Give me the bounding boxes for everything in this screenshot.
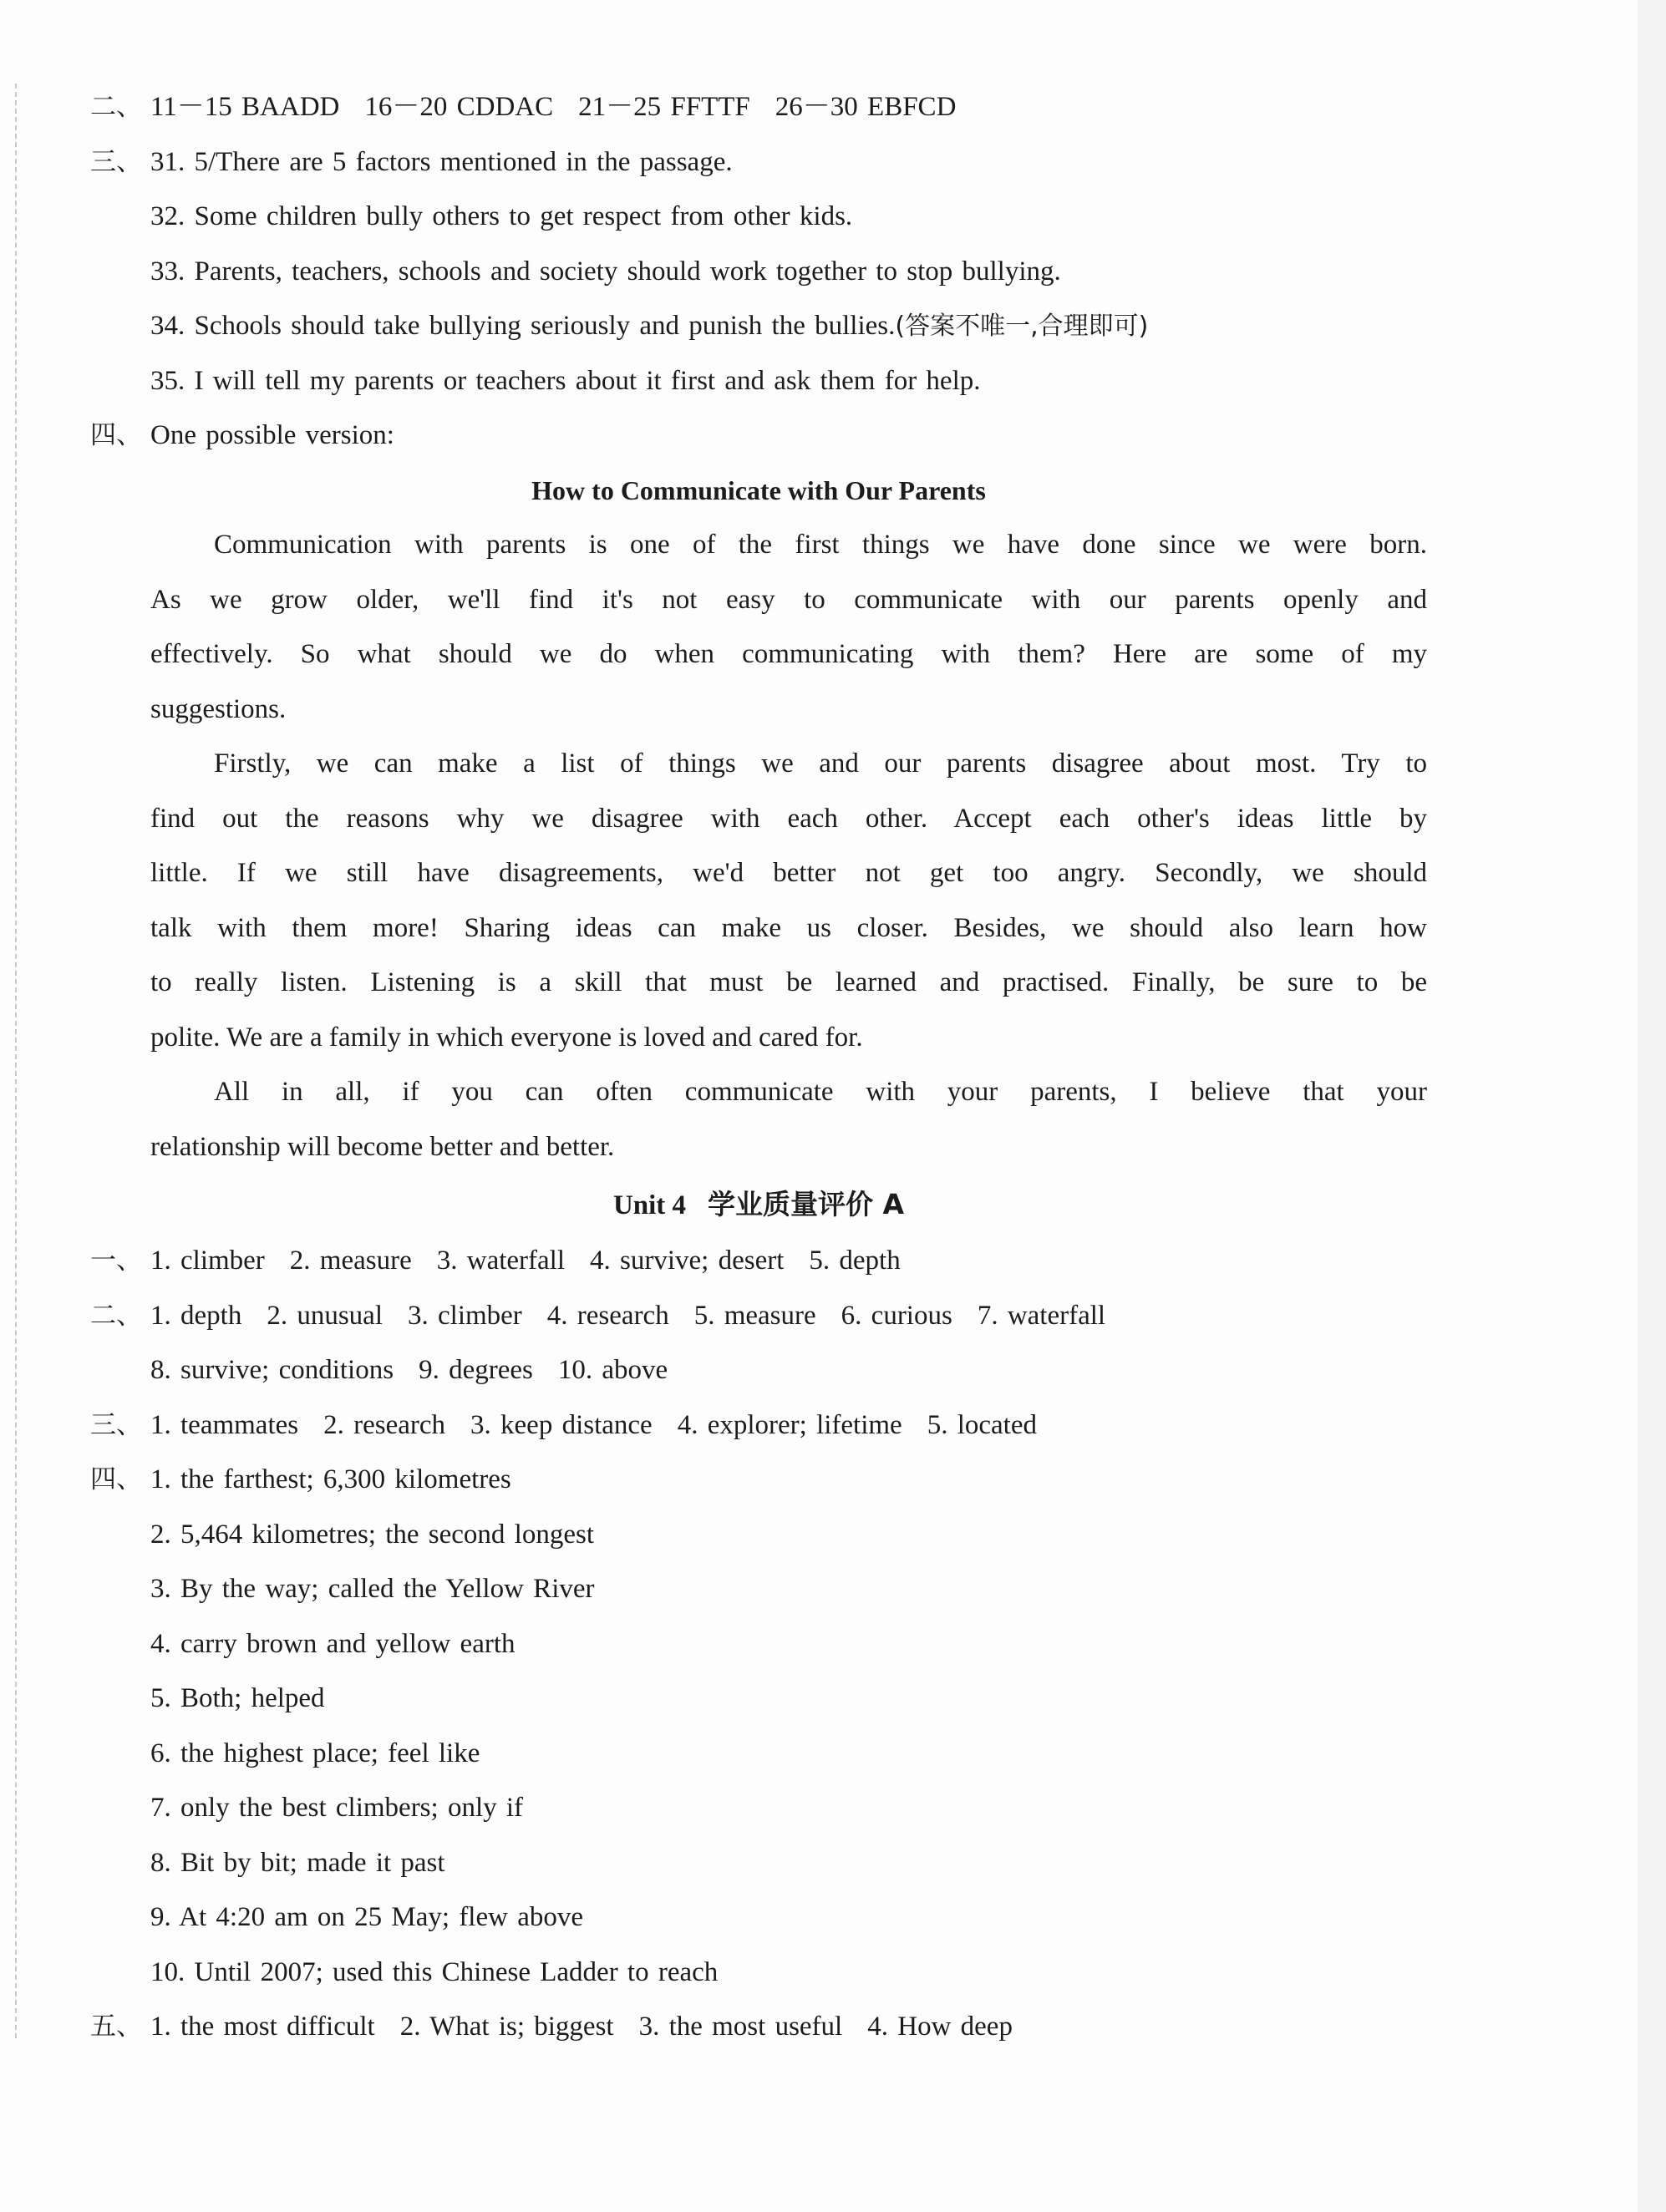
answer: 6. the highest place; feel like xyxy=(150,1738,480,1768)
section-2-label: 二、 xyxy=(90,92,142,122)
answer: 8. Bit by bit; made it past xyxy=(150,1847,445,1878)
unit-4-part-5 xyxy=(90,2000,1427,2055)
unit-4-part-4-item xyxy=(90,1890,1427,1946)
answer-text: 33. Parents, teachers, schools and society should work together to stop bullying. xyxy=(150,256,1061,287)
section-3-label: 三、 xyxy=(90,146,142,177)
answer: 5. located xyxy=(927,1409,1037,1440)
essay-line: effectively. So what should we do when communicating with them? Here are some of my xyxy=(150,639,1427,669)
unit-4-part-4-item xyxy=(90,1562,1427,1617)
answer: 4. explorer; lifetime xyxy=(677,1409,902,1440)
answer: 10. above xyxy=(557,1355,668,1385)
unit-4-part-4-item xyxy=(90,1836,1427,1891)
section-3-item xyxy=(90,299,1427,354)
unit-4-heading xyxy=(90,1174,1427,1234)
unit-4-title-en: Unit 4 xyxy=(612,1190,687,1220)
essay-paragraph-3 xyxy=(90,1065,1427,1174)
essay-line: Communication with parents is one of the first things we have done since we were born. xyxy=(214,530,1427,560)
unit-4-part-4-item xyxy=(90,1946,1427,2001)
essay-line: to really listen. Listening is a skill that must be learned and practised. Finally, be sure to be xyxy=(150,967,1427,997)
unit-4-part-2-row-2 xyxy=(90,1343,1427,1398)
unit-4-part-4-item xyxy=(90,1508,1427,1563)
essay-line: talk with them more! Sharing ideas can make us closer. Besides, we should also learn how xyxy=(150,912,1427,943)
unit-4-part-4-item xyxy=(90,1617,1427,1672)
answer: 2. 5,464 kilometres; the second longest xyxy=(150,1519,594,1550)
answer: 2. measure xyxy=(289,1246,412,1276)
answer-text: 31. 5/There are 5 factors mentioned in the passage. xyxy=(150,146,733,177)
section-4-intro xyxy=(90,408,1427,464)
essay-line: find out the reasons why we disagree with each other. Accept each other's ideas little by xyxy=(150,803,1427,834)
answer: 3. climber xyxy=(408,1300,522,1331)
answer: 4. survive; desert xyxy=(590,1246,785,1276)
unit-4-part-4-item xyxy=(90,1672,1427,1727)
answer: 7. waterfall xyxy=(977,1300,1106,1331)
binding-margin-line xyxy=(15,84,17,2038)
answer: 6. curious xyxy=(841,1300,952,1331)
answer: 7. only the best climbers; only if xyxy=(150,1793,524,1823)
answer: 1. the most difficult xyxy=(150,2012,375,2042)
section-3-item xyxy=(90,245,1427,300)
answer: 3. keep distance xyxy=(470,1409,653,1440)
answer: 10. Until 2007; used this Chinese Ladder to reach xyxy=(150,1956,719,1987)
answer: 2. unusual xyxy=(267,1300,383,1331)
part-5-label: 五、 xyxy=(90,2012,142,2042)
answer: 9. At 4:20 am on 25 May; flew above xyxy=(150,1902,584,1932)
section-3-item xyxy=(90,354,1427,409)
answer: 3. waterfall xyxy=(436,1246,566,1276)
answer-note: (答案不唯一,合理即可) xyxy=(895,312,1149,341)
essay-line: suggestions. xyxy=(150,693,287,724)
unit-4-part-2 xyxy=(90,1289,1427,1344)
answer: 1. climber xyxy=(150,1246,265,1276)
answer: 4. How deep xyxy=(867,2012,1013,2042)
essay-paragraph-2 xyxy=(90,737,1427,1065)
answer: 3. the most useful xyxy=(638,2012,843,2042)
essay-line: All in all, if you can often communicate with your parents, I believe that your xyxy=(214,1077,1427,1107)
answer: 5. depth xyxy=(809,1246,901,1276)
answer-text: 34. Schools should take bullying seriously and punish the bullies. xyxy=(150,311,896,341)
essay-paragraph-1 xyxy=(90,518,1427,737)
essay-line: relationship will become better and better. xyxy=(150,1131,615,1162)
answer: 1. teammates xyxy=(150,1409,299,1440)
unit-4-part-4-item xyxy=(90,1453,1427,1508)
answer: 4. carry brown and yellow earth xyxy=(150,1628,516,1659)
section-3-item xyxy=(90,190,1427,245)
answer-text: 35. I will tell my parents or teachers about it first and ask them for help. xyxy=(150,365,981,396)
part-1-label: 一、 xyxy=(90,1246,142,1276)
answer: 1. the farthest; 6,300 kilometres xyxy=(150,1464,511,1494)
answer: 4. research xyxy=(546,1300,669,1331)
intro-text: One possible version: xyxy=(150,420,394,450)
answer: 5. Both; helped xyxy=(150,1683,325,1713)
answer: 9. degrees xyxy=(419,1355,533,1385)
answer-content xyxy=(90,80,1427,2055)
answer-group: 16－20 CDDAC xyxy=(364,92,554,122)
part-3-label: 三、 xyxy=(90,1409,142,1440)
answer: 5. measure xyxy=(693,1300,816,1331)
answer: 2. research xyxy=(323,1409,446,1440)
essay-line: little. If we still have disagreements, we'd better not get too angry. Secondly, we should xyxy=(150,858,1427,888)
answer-text: 32. Some children bully others to get respect from other kids. xyxy=(150,201,853,231)
answer-group: 21－25 FFTTF xyxy=(578,92,750,122)
section-4-label: 四、 xyxy=(90,420,142,450)
answer: 3. By the way; called the Yellow River xyxy=(150,1574,595,1604)
answer: 1. depth xyxy=(150,1300,242,1331)
answer: 2. What is; biggest xyxy=(399,2012,614,2042)
section-3-item xyxy=(90,135,1427,190)
section-2-answers xyxy=(90,80,1427,135)
essay-line: As we grow older, we'll find it's not easy to communicate with our parents openly and xyxy=(150,584,1427,615)
essay-title: How to Communicate with Our Parents xyxy=(531,474,986,505)
answer-group: 26－30 EBFCD xyxy=(775,92,957,122)
unit-4-part-4-item xyxy=(90,1727,1427,1782)
unit-4-title-cn: 学业质量评价 A xyxy=(708,1188,905,1220)
essay-line: Firstly, we can make a list of things we and our parents disagree about most. Try to xyxy=(214,748,1427,779)
unit-4-part-1 xyxy=(90,1234,1427,1289)
essay-line: polite. We are a family in which everyone is loved and cared for. xyxy=(150,1022,863,1053)
answer-group: 11－15 BAADD xyxy=(150,92,340,122)
part-4-label: 四、 xyxy=(90,1464,142,1494)
answer: 8. survive; conditions xyxy=(150,1355,394,1385)
unit-4-part-3 xyxy=(90,1398,1427,1454)
unit-4-part-4-item xyxy=(90,1781,1427,1836)
part-2-label: 二、 xyxy=(90,1300,142,1331)
